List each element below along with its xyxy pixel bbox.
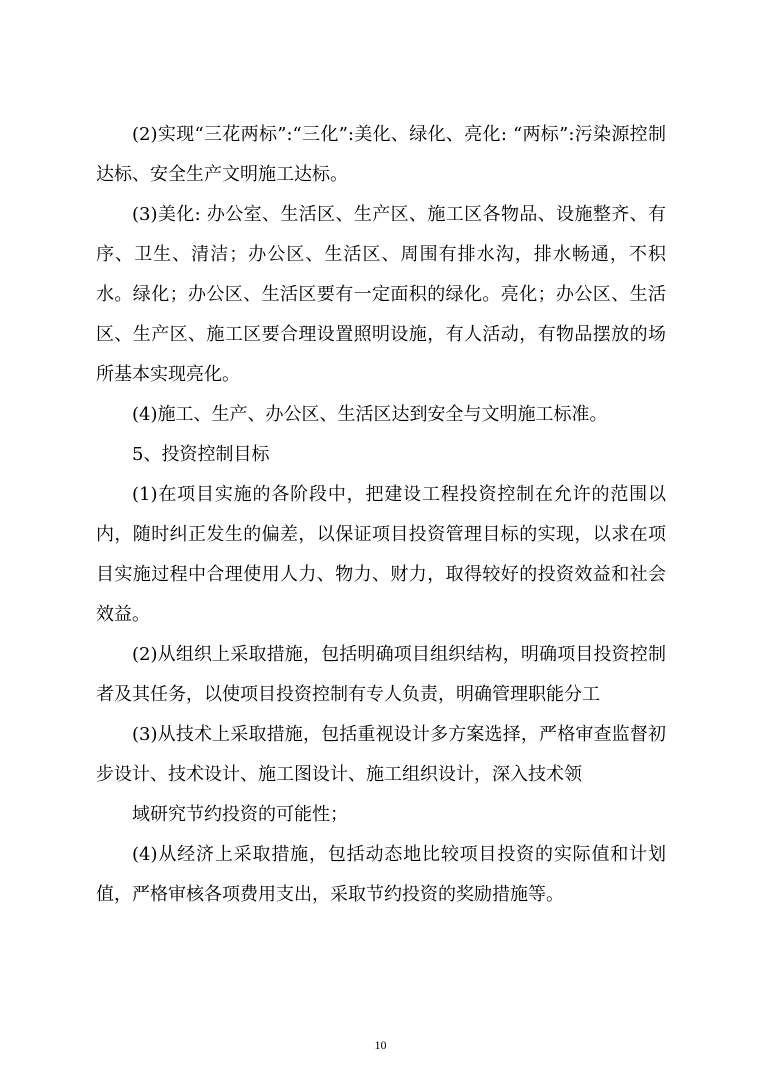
- paragraph-beautification: (3)美化: 办公室、生活区、生产区、施工区各物品、设施整齐、有序、卫生、清洁；办公区、生活区、周围有排水沟，排水畅通，不积水。绿化；办公区、生活区要有一定面积的绿化。亮化；办公区、生活区、生产区、施工区要合理设置照明设施，有人活动，有物品摆放的场所基本实现亮化。: [96, 204, 666, 385]
- section-heading-investment-control: 5、投资控制目标: [132, 444, 270, 465]
- paragraph-technical-measures-continued: 域研究节约投资的可能性；: [132, 804, 348, 825]
- document-body: [96, 115, 666, 915]
- paragraph-organizational-measures: (2)从组织上采取措施，包括明确项目组织结构，明确项目投资控制者及其任务，以使项目投资控制有专人负责，明确管理职能分工: [96, 644, 666, 705]
- paragraph-safety-standard: (4)施工、生产、办公区、生活区达到安全与文明施工标准。: [132, 404, 608, 425]
- paragraph-economic-measures: (4)从经济上采取措施，包括动态地比较项目投资的实际值和计划值，严格审核各项费用支出，采取节约投资的奖励措施等。: [96, 844, 666, 905]
- paragraph-investment-goal: (1)在项目实施的各阶段中，把建设工程投资控制在允许的范围以内，随时纠正发生的偏差，以保证项目投资管理目标的实现，以求在项目实施过程中合理使用人力、物力、财力，取得较好的投资效益和社会效益。: [96, 484, 666, 625]
- paragraph-technical-measures: (3)从技术上采取措施，包括重视设计多方案选择，严格审查监督初步设计、技术设计、施工图设计、施工组织设计，深入技术领: [96, 724, 666, 785]
- page-number: 10: [374, 1038, 387, 1052]
- paragraph-three-flowers-two-standards: (2)实现“三花两标”:“三化”:美化、绿化、亮化: “两标”:污染源控制达标、安全生产文明施工达标。: [96, 124, 666, 185]
